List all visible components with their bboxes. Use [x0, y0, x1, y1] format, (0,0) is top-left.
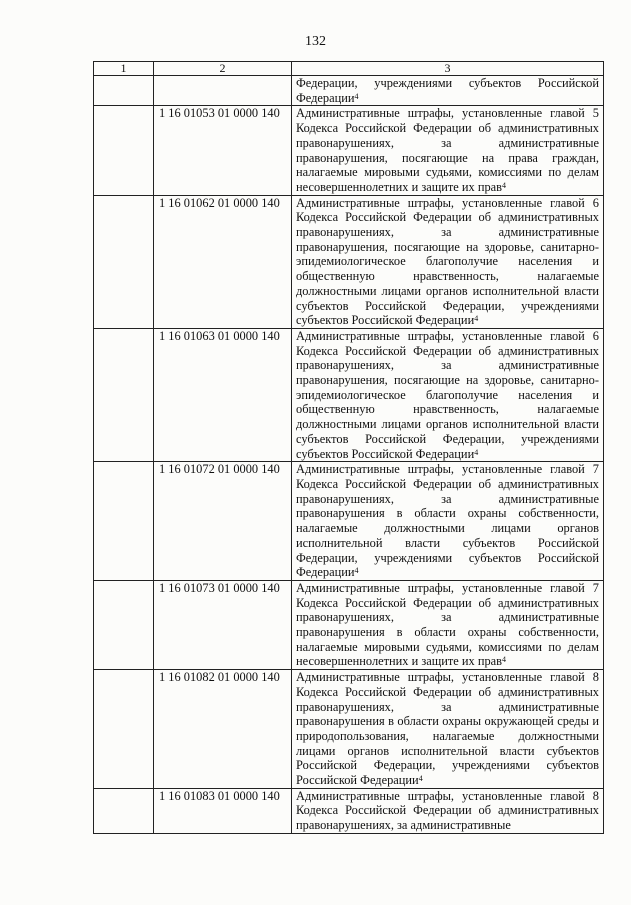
table-row	[94, 328, 604, 461]
description-text: Административные штрафы, установленные главой 6 Кодекса Российской Федерации об административных правонарушениях, за административные правонарушения, посягающие на здоровье, санитарно-эпидемиологическое благополучие населения и общественную нравственность, налагаемые должностными лицами органов исполнительной власти субъектов Российской Федерации, учреждениями субъектов Российской Федерации	[296, 328, 599, 461]
row-number-cell	[94, 195, 154, 328]
column-header-1: 1	[94, 62, 154, 76]
description-text: Федерации, учреждениями субъектов Российской Федерации	[296, 76, 599, 105]
budget-code-cell: 1 16 01083 01 0000 140	[154, 788, 292, 833]
description-text: Административные штрафы, установленные главой 6 Кодекса Российской Федерации об административных правонарушениях, за административные правонарушения, посягающие на здоровье, санитарно-эпидемиологическое благополучие населения и общественную нравственность, налагаемые должностными лицами органов исполнительной власти субъектов Российской Федерации, учреждениями субъектов Российской Федерации	[296, 195, 599, 328]
row-number-cell	[94, 670, 154, 789]
description-cell	[292, 788, 604, 833]
budget-code-cell: 1 16 01082 01 0000 140	[154, 670, 292, 789]
row-number-cell	[94, 76, 154, 106]
description-cell	[292, 328, 604, 461]
footnote-marker: 4	[354, 566, 359, 576]
description-cell	[292, 76, 604, 106]
footnote-marker: 4	[502, 180, 507, 190]
description-cell	[292, 580, 604, 669]
table-row	[94, 462, 604, 581]
description-text: Административные штрафы, установленные главой 7 Кодекса Российской Федерации об административных правонарушениях, за административные правонарушения в области охраны собственности, налагаемые мировыми судьями, комиссиями по делам несовершеннолетних и защите их прав	[296, 580, 599, 669]
table-row	[94, 670, 604, 789]
budget-code-cell: 1 16 01053 01 0000 140	[154, 106, 292, 195]
footnote-marker: 4	[502, 655, 507, 665]
table-row	[94, 106, 604, 195]
description-cell	[292, 195, 604, 328]
budget-code-cell	[154, 76, 292, 106]
table-row	[94, 76, 604, 106]
table-row	[94, 580, 604, 669]
budget-code-cell: 1 16 01072 01 0000 140	[154, 462, 292, 581]
page-number: 132	[305, 34, 326, 49]
budget-code-cell: 1 16 01073 01 0000 140	[154, 580, 292, 669]
footnote-marker: 4	[354, 91, 359, 101]
description-text: Административные штрафы, установленные главой 5 Кодекса Российской Федерации об административных правонарушениях, за административные правонарушения, посягающие на права граждан, налагаемые мировыми судьями, комиссиями по делам несовершеннолетних и защите их прав	[296, 106, 599, 194]
table-row	[94, 195, 604, 328]
column-header-2: 2	[154, 62, 292, 76]
description-text: Административные штрафы, установленные главой 8 Кодекса Российской Федерации об административных правонарушениях, за административные	[296, 788, 599, 833]
column-header-3: 3	[292, 62, 604, 76]
description-cell	[292, 106, 604, 195]
description-cell	[292, 462, 604, 581]
row-number-cell	[94, 328, 154, 461]
footnote-marker: 4	[474, 314, 479, 324]
budget-codes-table	[93, 61, 604, 834]
row-number-cell	[94, 106, 154, 195]
description-cell	[292, 670, 604, 789]
footnote-marker: 4	[418, 774, 423, 784]
row-number-cell	[94, 462, 154, 581]
description-text: Административные штрафы, установленные главой 8 Кодекса Российской Федерации об административных правонарушениях, за административные правонарушения в области охраны окружающей среды и природопользования, налагаемые должностными лицами органов исполнительной власти субъектов Российской Федерации, учреждениями субъектов Российской Федерации	[296, 670, 599, 788]
description-text: Административные штрафы, установленные главой 7 Кодекса Российской Федерации об административных правонарушениях, за административные правонарушения в области охраны собственности, налагаемые должностными лицами органов исполнительной власти субъектов Российской Федерации, учреждениями субъектов Российской Федерации	[296, 462, 599, 580]
table-header-row	[94, 62, 604, 76]
budget-code-cell: 1 16 01062 01 0000 140	[154, 195, 292, 328]
footnote-marker: 4	[474, 447, 479, 457]
table-row	[94, 788, 604, 833]
row-number-cell	[94, 788, 154, 833]
row-number-cell	[94, 580, 154, 669]
budget-code-cell: 1 16 01063 01 0000 140	[154, 328, 292, 461]
